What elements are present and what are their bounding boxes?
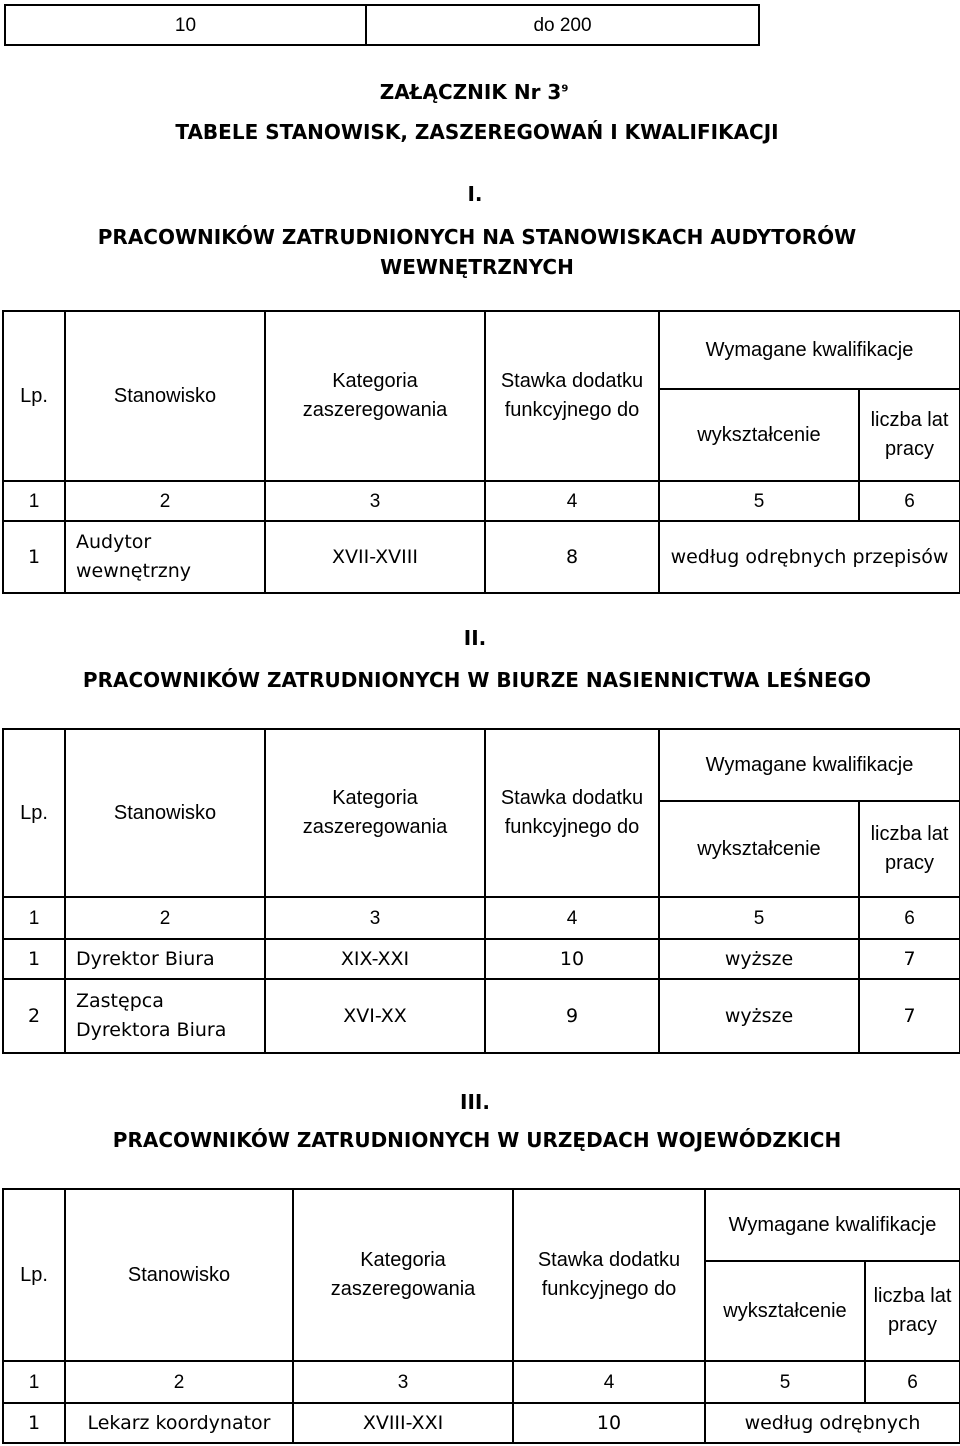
col-number: 3 [265, 897, 485, 939]
col-header-kategoria: Kategoria zaszeregowania [293, 1189, 513, 1361]
cell-stawka: 10 [485, 939, 659, 979]
col-number: 1 [3, 481, 65, 521]
col-number: 6 [859, 481, 960, 521]
col-number: 3 [265, 481, 485, 521]
col-header-lp: Lp. [3, 1189, 65, 1361]
col-header-lp: Lp. [3, 729, 65, 897]
cell-merged-kwalifikacje: według odrębnych [705, 1403, 960, 1443]
col-number: 5 [705, 1361, 865, 1403]
table-row [3, 1403, 960, 1443]
col-header-stanowisko: Stanowisko [65, 311, 265, 481]
annex-title [0, 80, 954, 104]
cell-wyksztalcenie: wyższe [659, 979, 859, 1053]
col-header-wyksztalcenie: wykształcenie [659, 801, 859, 897]
annex-label: ZAŁĄCZNIK Nr 3 [379, 80, 562, 104]
cell-lp: 2 [3, 979, 65, 1053]
cell-kategoria: XVIII-XXI [293, 1403, 513, 1443]
col-header-stawka: Stawka dodatku funkcyjnego do [485, 729, 659, 897]
header-left-number: 10 [5, 5, 366, 45]
col-header-stanowisko: Stanowisko [65, 1189, 293, 1361]
col-number: 4 [485, 897, 659, 939]
section-1-roman: I. [467, 182, 483, 206]
col-header-stanowisko: Stanowisko [65, 729, 265, 897]
col-header-wyksztalcenie: wykształcenie [659, 389, 859, 481]
col-header-stawka: Stawka dodatku funkcyjnego do [485, 311, 659, 481]
col-number: 4 [513, 1361, 705, 1403]
col-number: 6 [859, 897, 960, 939]
header-right-range: do 200 [366, 5, 759, 45]
col-header-liczba: liczba lat pracy [859, 389, 960, 481]
section-2-table [2, 728, 960, 1054]
table-row [3, 521, 960, 593]
cell-stawka: 8 [485, 521, 659, 593]
col-header-wymagane: Wymagane kwalifikacje [659, 311, 960, 389]
section-3-table [2, 1188, 960, 1444]
section-3-heading: PRACOWNIKÓW ZATRUDNIONYCH W URZĘDACH WOJEWÓDZKICH [112, 1128, 842, 1152]
page-header-box [4, 4, 760, 46]
col-number: 6 [865, 1361, 960, 1403]
col-header-kategoria: Kategoria zaszeregowania [265, 729, 485, 897]
col-header-lp: Lp. [3, 311, 65, 481]
col-header-liczba: liczba lat pracy [859, 801, 960, 897]
col-header-liczba: liczba lat pracy [865, 1261, 960, 1361]
table-row [3, 979, 960, 1053]
section-1-heading-line2: WEWNĘTRZNYCH [380, 255, 574, 279]
cell-wyksztalcenie: wyższe [659, 939, 859, 979]
col-number: 4 [485, 481, 659, 521]
section-2-heading: PRACOWNIKÓW ZATRUDNIONYCH W BIURZE NASIENNICTWA LEŚNEGO [82, 668, 872, 692]
col-header-kategoria: Kategoria zaszeregowania [265, 311, 485, 481]
col-number: 3 [293, 1361, 513, 1403]
cell-lp: 1 [3, 939, 65, 979]
col-header-wyksztalcenie: wykształcenie [705, 1261, 865, 1361]
section-1-heading [0, 222, 957, 282]
cell-stanowisko: Dyrektor Biura [65, 939, 265, 979]
col-number: 1 [3, 897, 65, 939]
col-number: 1 [3, 1361, 65, 1403]
annex-subtitle: TABELE STANOWISK, ZASZEREGOWAŃ I KWALIFIKACJI [175, 120, 779, 144]
section-1-heading-line1: PRACOWNIKÓW ZATRUDNIONYCH NA STANOWISKACH AUDYTORÓW [97, 225, 857, 249]
col-number: 5 [659, 481, 859, 521]
col-number: 2 [65, 481, 265, 521]
cell-liczba: 7 [859, 979, 960, 1053]
cell-liczba: 7 [859, 939, 960, 979]
col-number: 2 [65, 897, 265, 939]
cell-stanowisko: Lekarz koordynator [65, 1403, 293, 1443]
section-1-table [2, 310, 960, 594]
col-header-wymagane: Wymagane kwalifikacje [659, 729, 960, 801]
col-number: 2 [65, 1361, 293, 1403]
table-row [3, 939, 960, 979]
cell-kategoria: XVI-XX [265, 979, 485, 1053]
cell-lp: 1 [3, 521, 65, 593]
section-2-roman: II. [463, 626, 487, 650]
cell-kategoria: XIX-XXI [265, 939, 485, 979]
cell-merged-kwalifikacje: według odrębnych przepisów [659, 521, 960, 593]
col-header-stawka: Stawka dodatku funkcyjnego do [513, 1189, 705, 1361]
section-3-roman: III. [460, 1090, 490, 1114]
cell-stanowisko: Audytor wewnętrzny [65, 521, 265, 593]
annex-footnote: 9 [561, 83, 569, 95]
cell-stawka: 9 [485, 979, 659, 1053]
cell-stawka: 10 [513, 1403, 705, 1443]
cell-lp: 1 [3, 1403, 65, 1443]
col-header-wymagane: Wymagane kwalifikacje [705, 1189, 960, 1261]
cell-stanowisko: Zastępca Dyrektora Biura [65, 979, 265, 1053]
cell-kategoria: XVII-XVIII [265, 521, 485, 593]
col-number: 5 [659, 897, 859, 939]
